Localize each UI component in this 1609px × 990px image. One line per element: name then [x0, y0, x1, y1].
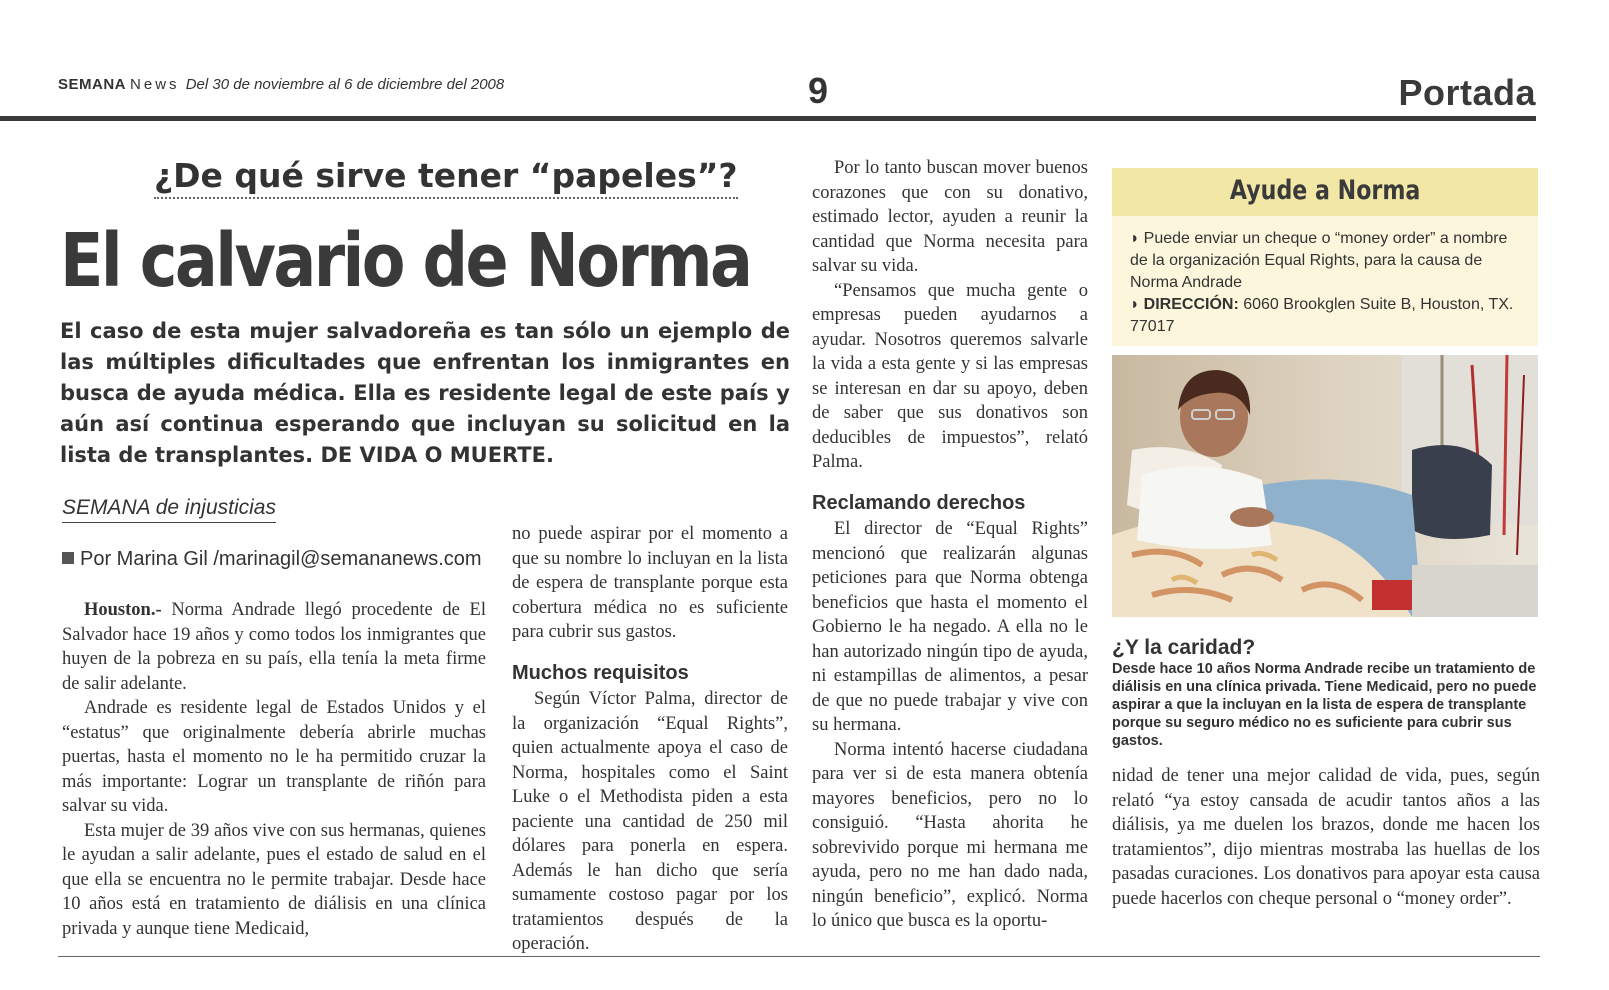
address-text: 6060 Brookglen Suite B, Houston, TX. 77017: [1130, 296, 1514, 335]
header-rule: [0, 116, 1536, 121]
sidebar-title-bar: [1112, 168, 1538, 216]
paragraph: Andrade es residente legal de Estados Unidos y el “estatus” que originalmente debería abrirle muchas puertas, hasta el momento no le ha permitido cruzar la más importante: Lograr un transplante de riñón para salvar su vida.: [62, 698, 486, 816]
article-rubric: SEMANA de injusticias: [62, 496, 276, 523]
brand-name: SEMANA: [58, 76, 127, 93]
bullet-icon: ◗: [1130, 296, 1140, 313]
paragraph: no puede aspirar por el momento a que su nombre lo incluyan en la lista de espera de transplante porque esta cobertura médica no es suficiente para cubrir sus gastos.: [512, 524, 788, 642]
paragraph: nidad de tener una mejor calidad de vida, pues, según relató “ya estoy cansada de acudir tantos años a las diálisis, ya me duelen los brazos, donde me hacen los tratamientos”, dijo mientras mostraba las huellas de los pasadas curaciones. Los donativos para apoyar esta causa puede hacerlos con cheque personal o “money order”.: [1112, 766, 1540, 909]
subhead: Reclamando derechos: [812, 491, 1026, 514]
paragraph: Según Víctor Palma, director de la organización “Equal Rights”, quien actualmente apoya el caso de Norma, hospitales como el Saint Luke o el Methodista piden a esta paciente una cantidad de 250 mil dólares para ponerla en espera. Además le han dicho que sería sumamente costoso pagar por los tratamientos después de la operación.: [512, 689, 788, 954]
caption-title: ¿Y la caridad?: [1112, 636, 1256, 659]
page-number: 9: [808, 70, 829, 111]
paragraph-text: Norma Andrade llegó procedente de El Salvador hace 19 años y como todos los inmigrantes que huyen de la pobreza en su país, ella tenía la meta firme de salir adelante.: [62, 600, 486, 694]
bullet-icon: ◗: [1130, 230, 1140, 247]
byline-square-icon: [62, 552, 74, 564]
byline-text: Por Marina Gil /marinagil@semananews.com: [80, 548, 482, 570]
dialysis-photo: [1112, 355, 1538, 617]
article-kicker: ¿De qué sirve tener “papeles”?: [154, 156, 738, 199]
caption-text: Desde hace 10 años Norma Andrade recibe un tratamiento de diálisis en una clínica privada. Tiene Medicaid, pero no puede aspirar a que la incluyan en la lista de espera de transplante porque su seguro médico no es suficiente para cubrir sus gastos.: [1112, 661, 1537, 749]
issue-date: Del 30 de noviembre al 6 de diciembre del 2008: [185, 76, 505, 93]
sidebar-title: Ayude a Norma: [1229, 175, 1421, 206]
sidebar-item: [1130, 294, 1522, 338]
section-name: Portada: [1398, 72, 1536, 113]
brand-news: News: [130, 76, 180, 93]
sidebar-body: [1130, 228, 1522, 338]
photo-illustration: [1112, 355, 1538, 617]
address-label: DIRECCIÓN:: [1143, 296, 1239, 313]
subhead: Muchos requisitos: [512, 661, 689, 684]
byline: [62, 548, 482, 571]
paragraph: “Pensamos que mucha gente o empresas pueden ayudarnos a ayudar. Nosotros queremos salvarle la vida a esta gente y si las empresas se interesan en dar su apoyo, deben de saber que sus donativos son deducibles de impuestos”, relató Palma.: [812, 280, 1088, 472]
paragraph: Norma intentó hacerse ciudadana para ver si de esta manera obtenía mayores beneficios, pero no lo consiguió. “Hasta ahorita he sobrevivido porque mi hermana me ayuda, pero no me han dado nada, ningún beneficio”, explicó. Norma lo único que busca es la oportu-: [812, 739, 1088, 931]
paragraph: Esta mujer de 39 años vive con sus hermanas, quienes le ayudan a salir adelante, pues el estado de salud en el que ella se encuentra no le permite trabajar. Desde hace 10 años está en tratamiento de diálisis en una clínica privada y aunque tiene Medicaid,: [62, 820, 486, 939]
article-column-2: [512, 522, 788, 957]
article-column-3: [812, 156, 1088, 934]
footer-rule: [58, 956, 1540, 957]
dateline: Houston.-: [84, 600, 162, 620]
paragraph: Por lo tanto buscan mover buenos corazones que con su donativo, estimado lector, ayuden a reunir la cantidad que Norma necesita para salvar su vida.: [812, 158, 1088, 276]
sidebar-item: [1130, 228, 1522, 294]
sidebar-item-text: Puede enviar un cheque o “money order” a nombre de la organización Equal Rights, para la causa de Norma Andrade: [1130, 230, 1508, 291]
paragraph: [62, 598, 486, 696]
masthead-line: [58, 76, 504, 93]
article-deck: El caso de esta mujer salvadoreña es tan sólo un ejemplo de las múltiples dificultades que enfrentan los inmigrantes en busca de ayuda médica. Ella es residente legal de este país y aún así continua esperando que incluyan su solicitud en la lista de transplantes. DE VIDA O MUERTE.: [60, 319, 790, 467]
article-column-1: [62, 598, 486, 941]
article-column-4: [1112, 764, 1540, 911]
paragraph: El director de “Equal Rights” mencionó que realizarán algunas peticiones para que Norma obtenga beneficios que hasta el momento el Gobierno le ha negado. A ella no le han autorizado ningún tipo de ayuda, ni estampillas de alimentos, a pesar de que no puede trabajar y vive con su hermana.: [812, 519, 1088, 735]
article-headline: El calvario de Norma: [60, 218, 751, 304]
